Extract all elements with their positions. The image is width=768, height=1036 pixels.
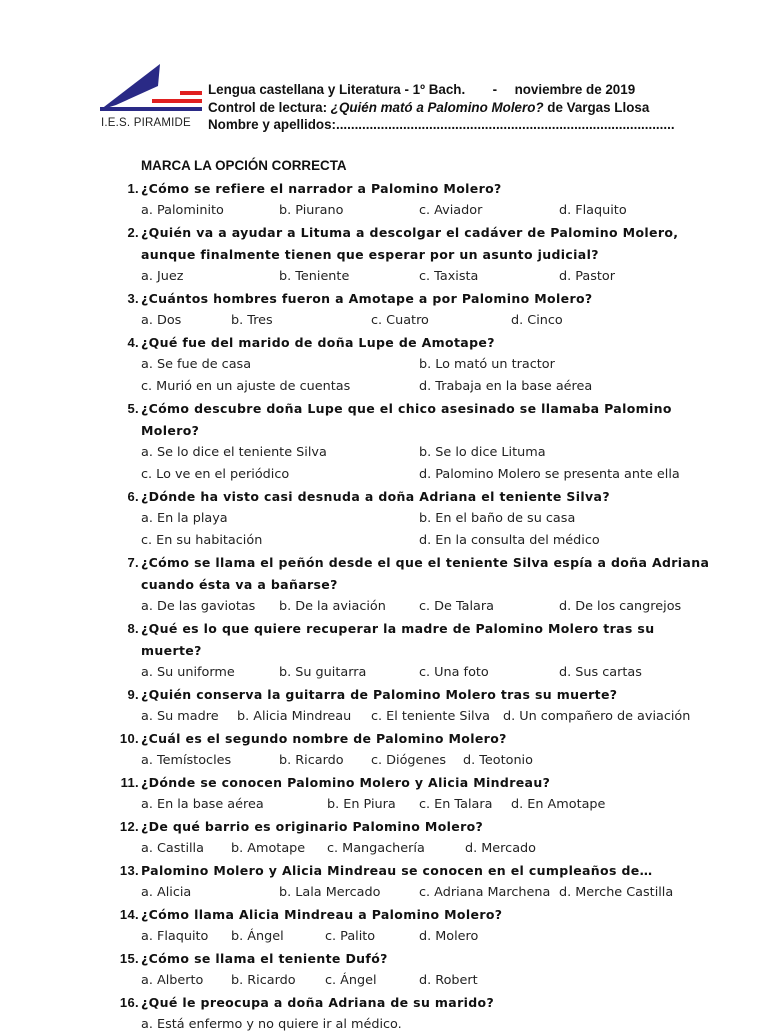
answer-option[interactable]: b. Teniente bbox=[279, 269, 350, 284]
question-number: 1. bbox=[127, 181, 139, 196]
question-number: 4. bbox=[127, 335, 139, 350]
answer-option[interactable]: b. Ricardo bbox=[231, 973, 296, 988]
question-item bbox=[0, 684, 768, 728]
answer-option[interactable]: d. Molero bbox=[419, 929, 479, 944]
question-prompt: ¿Qué fue del marido de doña Lupe de Amotape? bbox=[141, 335, 495, 350]
answer-option[interactable]: b. En el baño de su casa bbox=[419, 511, 576, 526]
subject-title: Lengua castellana y Literatura - 1º Bach. bbox=[208, 82, 466, 97]
question-prompt: ¿Quién conserva la guitarra de Palomino Molero tras su muerte? bbox=[141, 687, 618, 702]
answer-option[interactable]: b. Alicia Mindreau bbox=[237, 709, 352, 724]
question-item bbox=[0, 904, 768, 948]
answer-options-row bbox=[0, 838, 768, 860]
answer-option[interactable]: d. Pastor bbox=[559, 269, 616, 284]
question-number: 14. bbox=[119, 907, 139, 922]
question-number: 5. bbox=[127, 401, 139, 416]
question-item bbox=[0, 618, 768, 684]
question-number: 10. bbox=[119, 731, 139, 746]
question-item bbox=[0, 486, 768, 552]
question-number: 3. bbox=[127, 291, 139, 306]
question-item bbox=[0, 398, 768, 486]
answer-option[interactable]: d. Un compañero de aviación bbox=[503, 709, 691, 724]
answer-option[interactable]: d. Mercado bbox=[465, 841, 536, 856]
question-text bbox=[119, 992, 716, 1014]
answer-option[interactable]: a. En la playa bbox=[141, 511, 228, 526]
answer-option[interactable]: a. En la base aérea bbox=[141, 797, 264, 812]
school-name: I.E.S. PIRAMIDE bbox=[101, 117, 191, 129]
question-text bbox=[119, 728, 716, 750]
question-item bbox=[0, 860, 768, 904]
question-item bbox=[0, 948, 768, 992]
answer-option[interactable]: d. Robert bbox=[419, 973, 478, 988]
answer-option[interactable]: c. Diógenes bbox=[371, 753, 447, 768]
question-text bbox=[127, 332, 716, 354]
answer-options-row bbox=[0, 662, 768, 684]
answer-option[interactable]: a. Flaquito bbox=[141, 929, 209, 944]
answer-option[interactable]: c. Adriana Marchena bbox=[419, 885, 551, 900]
instructions-heading: MARCA LA OPCIÓN CORRECTA bbox=[141, 158, 347, 173]
question-prompt: ¿Cómo descubre doña Lupe que el chico asesinado se llamaba Palomino Molero? bbox=[141, 401, 672, 438]
answer-option[interactable]: a. Dos bbox=[141, 313, 182, 328]
answer-option[interactable]: a. De las gaviotas bbox=[141, 599, 256, 614]
answer-option[interactable]: c. Murió en un ajuste de cuentas bbox=[141, 379, 351, 394]
answer-option[interactable]: a. Castilla bbox=[141, 841, 204, 856]
question-item bbox=[0, 816, 768, 860]
question-item bbox=[0, 222, 768, 288]
question-item bbox=[0, 772, 768, 816]
question-text bbox=[127, 288, 716, 310]
question-prompt: ¿Cómo se refiere el narrador a Palomino Molero? bbox=[141, 181, 502, 196]
name-line: Nombre y apellidos:........................................................................................... bbox=[208, 117, 675, 132]
answer-option[interactable]: d. Trabaja en la base aérea bbox=[419, 379, 593, 394]
question-prompt: ¿Dónde se conocen Palomino Molero y Alicia Mindreau? bbox=[141, 775, 551, 790]
answer-option[interactable]: b. Ángel bbox=[231, 929, 284, 944]
answer-option[interactable]: c. Mangachería bbox=[327, 841, 425, 856]
answer-option[interactable]: b. Su guitarra bbox=[279, 665, 367, 680]
answer-option[interactable]: c. Taxista bbox=[419, 269, 479, 284]
question-item bbox=[0, 552, 768, 618]
question-number: 13. bbox=[119, 863, 139, 878]
answer-option[interactable]: c. Lo ve en el periódico bbox=[141, 467, 290, 482]
answer-options-row bbox=[0, 970, 768, 992]
question-text bbox=[119, 904, 716, 926]
answer-option[interactable]: d. En la consulta del médico bbox=[419, 533, 600, 548]
answer-options-row bbox=[0, 200, 768, 222]
question-prompt: ¿Qué le preocupa a doña Adriana de su marido? bbox=[141, 995, 495, 1010]
answer-option[interactable]: b. Se lo dice Lituma bbox=[419, 445, 546, 460]
question-text bbox=[127, 618, 716, 662]
answer-option[interactable]: a. Temístocles bbox=[141, 753, 232, 768]
question-item bbox=[0, 178, 768, 222]
question-prompt: ¿De qué barrio es originario Palomino Molero? bbox=[141, 819, 484, 834]
question-prompt: Palomino Molero y Alicia Mindreau se conocen en el cumpleaños de… bbox=[141, 863, 653, 878]
header-control-row bbox=[208, 99, 675, 117]
question-prompt: ¿Cuál es el segundo nombre de Palomino Molero? bbox=[141, 731, 507, 746]
answer-option[interactable]: b. Lo mató un tractor bbox=[419, 357, 555, 372]
answer-options-row bbox=[0, 530, 768, 552]
answer-option[interactable]: b. Ricardo bbox=[279, 753, 344, 768]
answer-option[interactable]: d. Palomino Molero se presenta ante ella bbox=[419, 467, 680, 482]
exam-date: noviembre de 2019 bbox=[514, 82, 636, 97]
answer-options-row bbox=[0, 266, 768, 288]
answer-option[interactable]: d. Merche Castilla bbox=[559, 885, 674, 900]
answer-option[interactable]: b. Tres bbox=[231, 313, 273, 328]
question-item bbox=[0, 288, 768, 332]
question-prompt: ¿Cuántos hombres fueron a Amotape a por Palomino Molero? bbox=[141, 291, 593, 306]
answer-option[interactable]: d. Cinco bbox=[511, 313, 563, 328]
answer-option[interactable]: c. De Talara bbox=[419, 599, 495, 614]
book-title: ¿Quién mató a Palomino Molero? bbox=[330, 99, 544, 115]
answer-option[interactable]: a. Su uniforme bbox=[141, 665, 235, 680]
question-number: 16. bbox=[119, 995, 139, 1010]
answer-option[interactable]: a. Alberto bbox=[141, 973, 204, 988]
question-text bbox=[127, 684, 716, 706]
answer-option[interactable]: a. Se fue de casa bbox=[141, 357, 252, 372]
question-number: 7. bbox=[127, 555, 139, 570]
answer-option[interactable]: a. Se lo dice el teniente Silva bbox=[141, 445, 327, 460]
question-number: 8. bbox=[127, 621, 139, 636]
answer-option[interactable]: b. Amotape bbox=[231, 841, 306, 856]
answer-option[interactable]: a. Juez bbox=[141, 269, 184, 284]
answer-option[interactable]: c. Ángel bbox=[325, 973, 377, 988]
answer-options-row bbox=[0, 464, 768, 486]
question-prompt: ¿Cómo se llama el teniente Dufó? bbox=[141, 951, 388, 966]
question-number: 2. bbox=[127, 225, 139, 240]
answer-option[interactable]: c. En su habitación bbox=[141, 533, 263, 548]
answer-option[interactable]: c. Cuatro bbox=[371, 313, 429, 328]
answer-option[interactable]: c. Aviador bbox=[419, 203, 483, 218]
question-prompt: ¿Dónde ha visto casi desnuda a doña Adriana el teniente Silva? bbox=[141, 489, 610, 504]
question-number: 12. bbox=[119, 819, 139, 834]
question-prompt: ¿Cómo llama Alicia Mindreau a Palomino Molero? bbox=[141, 907, 503, 922]
question-text bbox=[127, 222, 716, 266]
answer-options-row bbox=[0, 1014, 768, 1036]
control-label: Control de lectura: bbox=[208, 99, 328, 115]
answer-options-row bbox=[0, 442, 768, 464]
answer-options-row bbox=[0, 750, 768, 772]
answer-option[interactable]: c. Palito bbox=[325, 929, 376, 944]
answer-options-row bbox=[0, 926, 768, 948]
answer-options-row bbox=[0, 706, 768, 728]
question-text bbox=[119, 860, 716, 882]
answer-option[interactable]: c. Una foto bbox=[419, 665, 489, 680]
answer-options-row bbox=[0, 882, 768, 904]
answer-option[interactable]: a. Su madre bbox=[141, 709, 219, 724]
answer-option[interactable]: d. Sus cartas bbox=[559, 665, 642, 680]
answer-options-row bbox=[0, 794, 768, 816]
answer-option[interactable]: d. En Amotape bbox=[511, 797, 606, 812]
question-number: 15. bbox=[119, 951, 139, 966]
header-subject-row bbox=[208, 81, 675, 99]
answer-option[interactable]: a. Alicia bbox=[141, 885, 192, 900]
answer-option[interactable]: d. Flaquito bbox=[559, 203, 627, 218]
question-number: 6. bbox=[127, 489, 139, 504]
question-text bbox=[127, 552, 716, 596]
question-text bbox=[127, 398, 716, 442]
answer-options-row bbox=[0, 596, 768, 618]
answer-option[interactable]: b. Lala Mercado bbox=[279, 885, 381, 900]
answer-option[interactable]: c. El teniente Silva bbox=[371, 709, 491, 724]
question-list bbox=[0, 178, 768, 1036]
answer-options-row bbox=[0, 354, 768, 376]
answer-options-row bbox=[0, 508, 768, 530]
question-prompt: ¿Quién va a ayudar a Lituma a descolgar el cadáver de Palomino Molero, aunque finalmente tienen que esperar por un asunto judicial? bbox=[141, 225, 679, 262]
answer-options-row bbox=[0, 376, 768, 398]
question-text bbox=[119, 948, 716, 970]
answer-option[interactable]: b. De la aviación bbox=[279, 599, 386, 614]
answer-option[interactable]: c. En Talara bbox=[419, 797, 493, 812]
question-number: 11. bbox=[120, 775, 139, 790]
question-text bbox=[127, 486, 716, 508]
question-item bbox=[0, 332, 768, 398]
question-text bbox=[127, 178, 716, 200]
book-author: de Vargas Llosa bbox=[547, 99, 650, 115]
header-dash: - bbox=[492, 82, 498, 97]
question-text bbox=[119, 816, 716, 838]
question-item bbox=[0, 992, 768, 1036]
answer-option[interactable]: d. De los cangrejos bbox=[559, 599, 682, 614]
answer-options-row bbox=[0, 310, 768, 332]
answer-option[interactable]: a. Palominito bbox=[141, 203, 224, 218]
answer-option[interactable]: b. En Piura bbox=[327, 797, 396, 812]
answer-option[interactable]: b. Piurano bbox=[279, 203, 344, 218]
answer-option[interactable]: d. Teotonio bbox=[463, 753, 533, 768]
answer-option[interactable]: a. Está enfermo y no quiere ir al médico. bbox=[141, 1017, 402, 1032]
document-header bbox=[208, 81, 675, 134]
question-prompt: ¿Cómo se llama el peñón desde el que el teniente Silva espía a doña Adriana cuando ésta va a bañarse? bbox=[141, 555, 710, 592]
question-item bbox=[0, 728, 768, 772]
question-prompt: ¿Qué es lo que quiere recuperar la madre de Palomino Molero tras su muerte? bbox=[141, 621, 655, 658]
question-text bbox=[120, 772, 716, 794]
question-number: 9. bbox=[127, 687, 139, 702]
